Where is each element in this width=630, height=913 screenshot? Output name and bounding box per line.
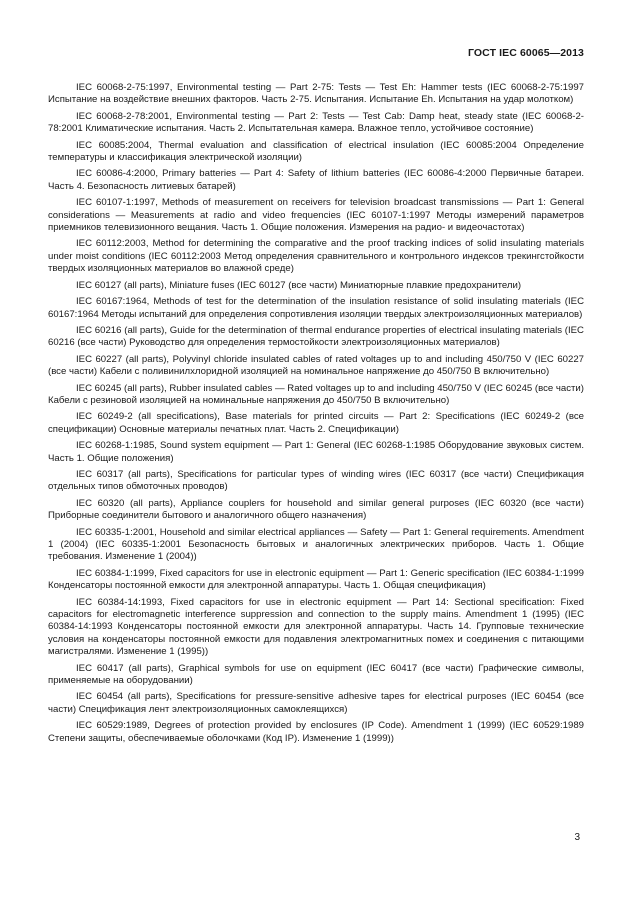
reference-entry: IEC 60317 (all parts), Specifications for particular types of winding wires (IEC 60317 (все части) Спецификация отдельных типов обмоточных проводов)	[48, 468, 584, 493]
reference-list	[48, 82, 584, 749]
reference-entry: IEC 60086-4:2000, Primary batteries — Part 4: Safety of lithium batteries (IEC 60086-4:2000 Первичные батареи. Часть 4. Безопасность литиевых батарей)	[48, 168, 584, 192]
page-header: ГОСТ IEC 60065—2013	[467, 47, 584, 59]
reference-entry: IEC 60167:1964, Methods of test for the determination of the insulation resistance of solid insulating materials (IEC 60167:1964 Методы испытаний для определения сопротивления изоляции твердых электроизоляционных материалов)	[48, 296, 584, 320]
reference-entry: IEC 60249-2 (all specifications), Base materials for printed circuits — Part 2: Specifications (IEC 60249-2 (все спецификации) Основные материалы печатных плат. Часть 2. Спецификации)	[48, 411, 584, 435]
reference-entry: IEC 60454 (all parts), Specifications for pressure-sensitive adhesive tapes for electrical purposes (IEC 60454 (все части) Спецификация лент электроизоляционных самоклеящихся)	[48, 691, 584, 715]
reference-entry: IEC 60068-2-78:2001, Environmental testing — Part 2: Tests — Test Cab: Damp heat, steady state (IEC 60068-2-78:2001 Климатические испытания. Часть 2. Испытательная камера. Влажное тепло, устойчивое состояние)	[48, 110, 584, 135]
reference-entry: IEC 60127 (all parts), Miniature fuses (IEC 60127 (все части) Миниатюрные плавкие предохранители)	[76, 279, 522, 291]
reference-entry: IEC 60085:2004, Thermal evaluation and classification of electrical insulation (IEC 60085:2004 Определение температуры и классификация электрической изоляции)	[48, 139, 584, 164]
reference-entry: IEC 60320 (all parts), Appliance couplers for household and similar general purposes (IEC 60320 (все части) Приборные соединители бытового и аналогичного общего назначения)	[48, 497, 584, 522]
reference-entry: IEC 60245 (all parts), Rubber insulated cables — Rated voltages up to and including 450/750 V (IEC 60245 (все части) Кабели с резиновой изоляцией на номинальные напряжения до 450/750 В включительно)	[48, 382, 584, 406]
reference-entry: IEC 60107-1:1997, Methods of measurement on receivers for television broadcast transmissions — Part 1: General considerations — Measurements at radio and video frequencies (IEC 60107-1:1997 Методы измерений параметров приемников телевизионного вещания. Часть 1. Общие положения. Измерения на радио- и видеочастотах)	[48, 197, 584, 234]
reference-entry: IEC 60216 (all parts), Guide for the determination of thermal endurance properties of electrical insulating materials (IEC 60216 (все части) Руководство для определения термостойкости электроизоляционных материалов)	[48, 324, 584, 349]
reference-entry: IEC 60335-1:2001, Household and similar electrical appliances — Safety — Part 1: General requirements. Amendment 1 (2004) (IEC 60335-1:2001 Безопасность бытовых и аналогичных электрических приборов. Часть 1. Общие требования. Изменение 1 (2004))	[48, 526, 584, 563]
reference-entry: IEC 60417 (all parts), Graphical symbols for use on equipment (IEC 60417 (все части) Графические символы, применяемые на оборудовании)	[48, 662, 584, 687]
reference-entry: IEC 60384-14:1993, Fixed capacitors for use in electronic equipment — Part 14: Sectional specification: Fixed capacitors for electromagnetic interference suppression and connection to the supply mains. Amendment 1 (1995) (IEC 60384-14:1993 Конденсаторы постоянной емкости для электронной аппаратуры. Часть 14. Групповые технические условия на конденсаторы постоянной емкости для подавления электромагнитных помех и соединения с питающими магистралями. Изменение 1 (1995))	[48, 596, 584, 658]
reference-entry: IEC 60529:1989, Degrees of protection provided by enclosures (IP Code). Amendment 1 (1999) (IEC 60529:1989 Степени защиты, обеспечиваемые оболочками (Код IP). Изменение 1 (1999))	[48, 720, 584, 744]
reference-entry: IEC 60384-1:1999, Fixed capacitors for use in electronic equipment — Part 1: Generic specification (IEC 60384-1:1999 Конденсаторы постоянной емкости для электронной аппаратуры. Часть 1. Общая спецификация)	[48, 567, 584, 592]
reference-entry: IEC 60268-1:1985, Sound system equipment — Part 1: General (IEC 60268-1:1985 Оборудование звуковых систем. Часть 1. Общие положения)	[48, 440, 584, 464]
reference-entry: IEC 60068-2-75:1997, Environmental testing — Part 2-75: Tests — Test Eh: Hammer tests (IEC 60068-2-75:1997 Испытание на воздействие внешних факторов. Часть 2-75. Испытания. Испытание Eh. Испытания на удар молотком)	[48, 82, 584, 106]
page-number: 3	[574, 832, 580, 843]
reference-entry: IEC 60227 (all parts), Polyvinyl chloride insulated cables of rated voltages up to and including 450/750 V (IEC 60227 (все части) Кабели с поливинилхлоридной изоляцией на номинальное напряжение до 450/750 В включительно)	[48, 353, 584, 378]
reference-entry: IEC 60112:2003, Method for determining the comparative and the proof tracking indices of solid insulating materials under moist conditions (IEC 60112:2003 Метод определения сравнительного и контрольного индексов трекингстойкости твердых изоляционных материалов во влажной среде)	[48, 238, 584, 275]
